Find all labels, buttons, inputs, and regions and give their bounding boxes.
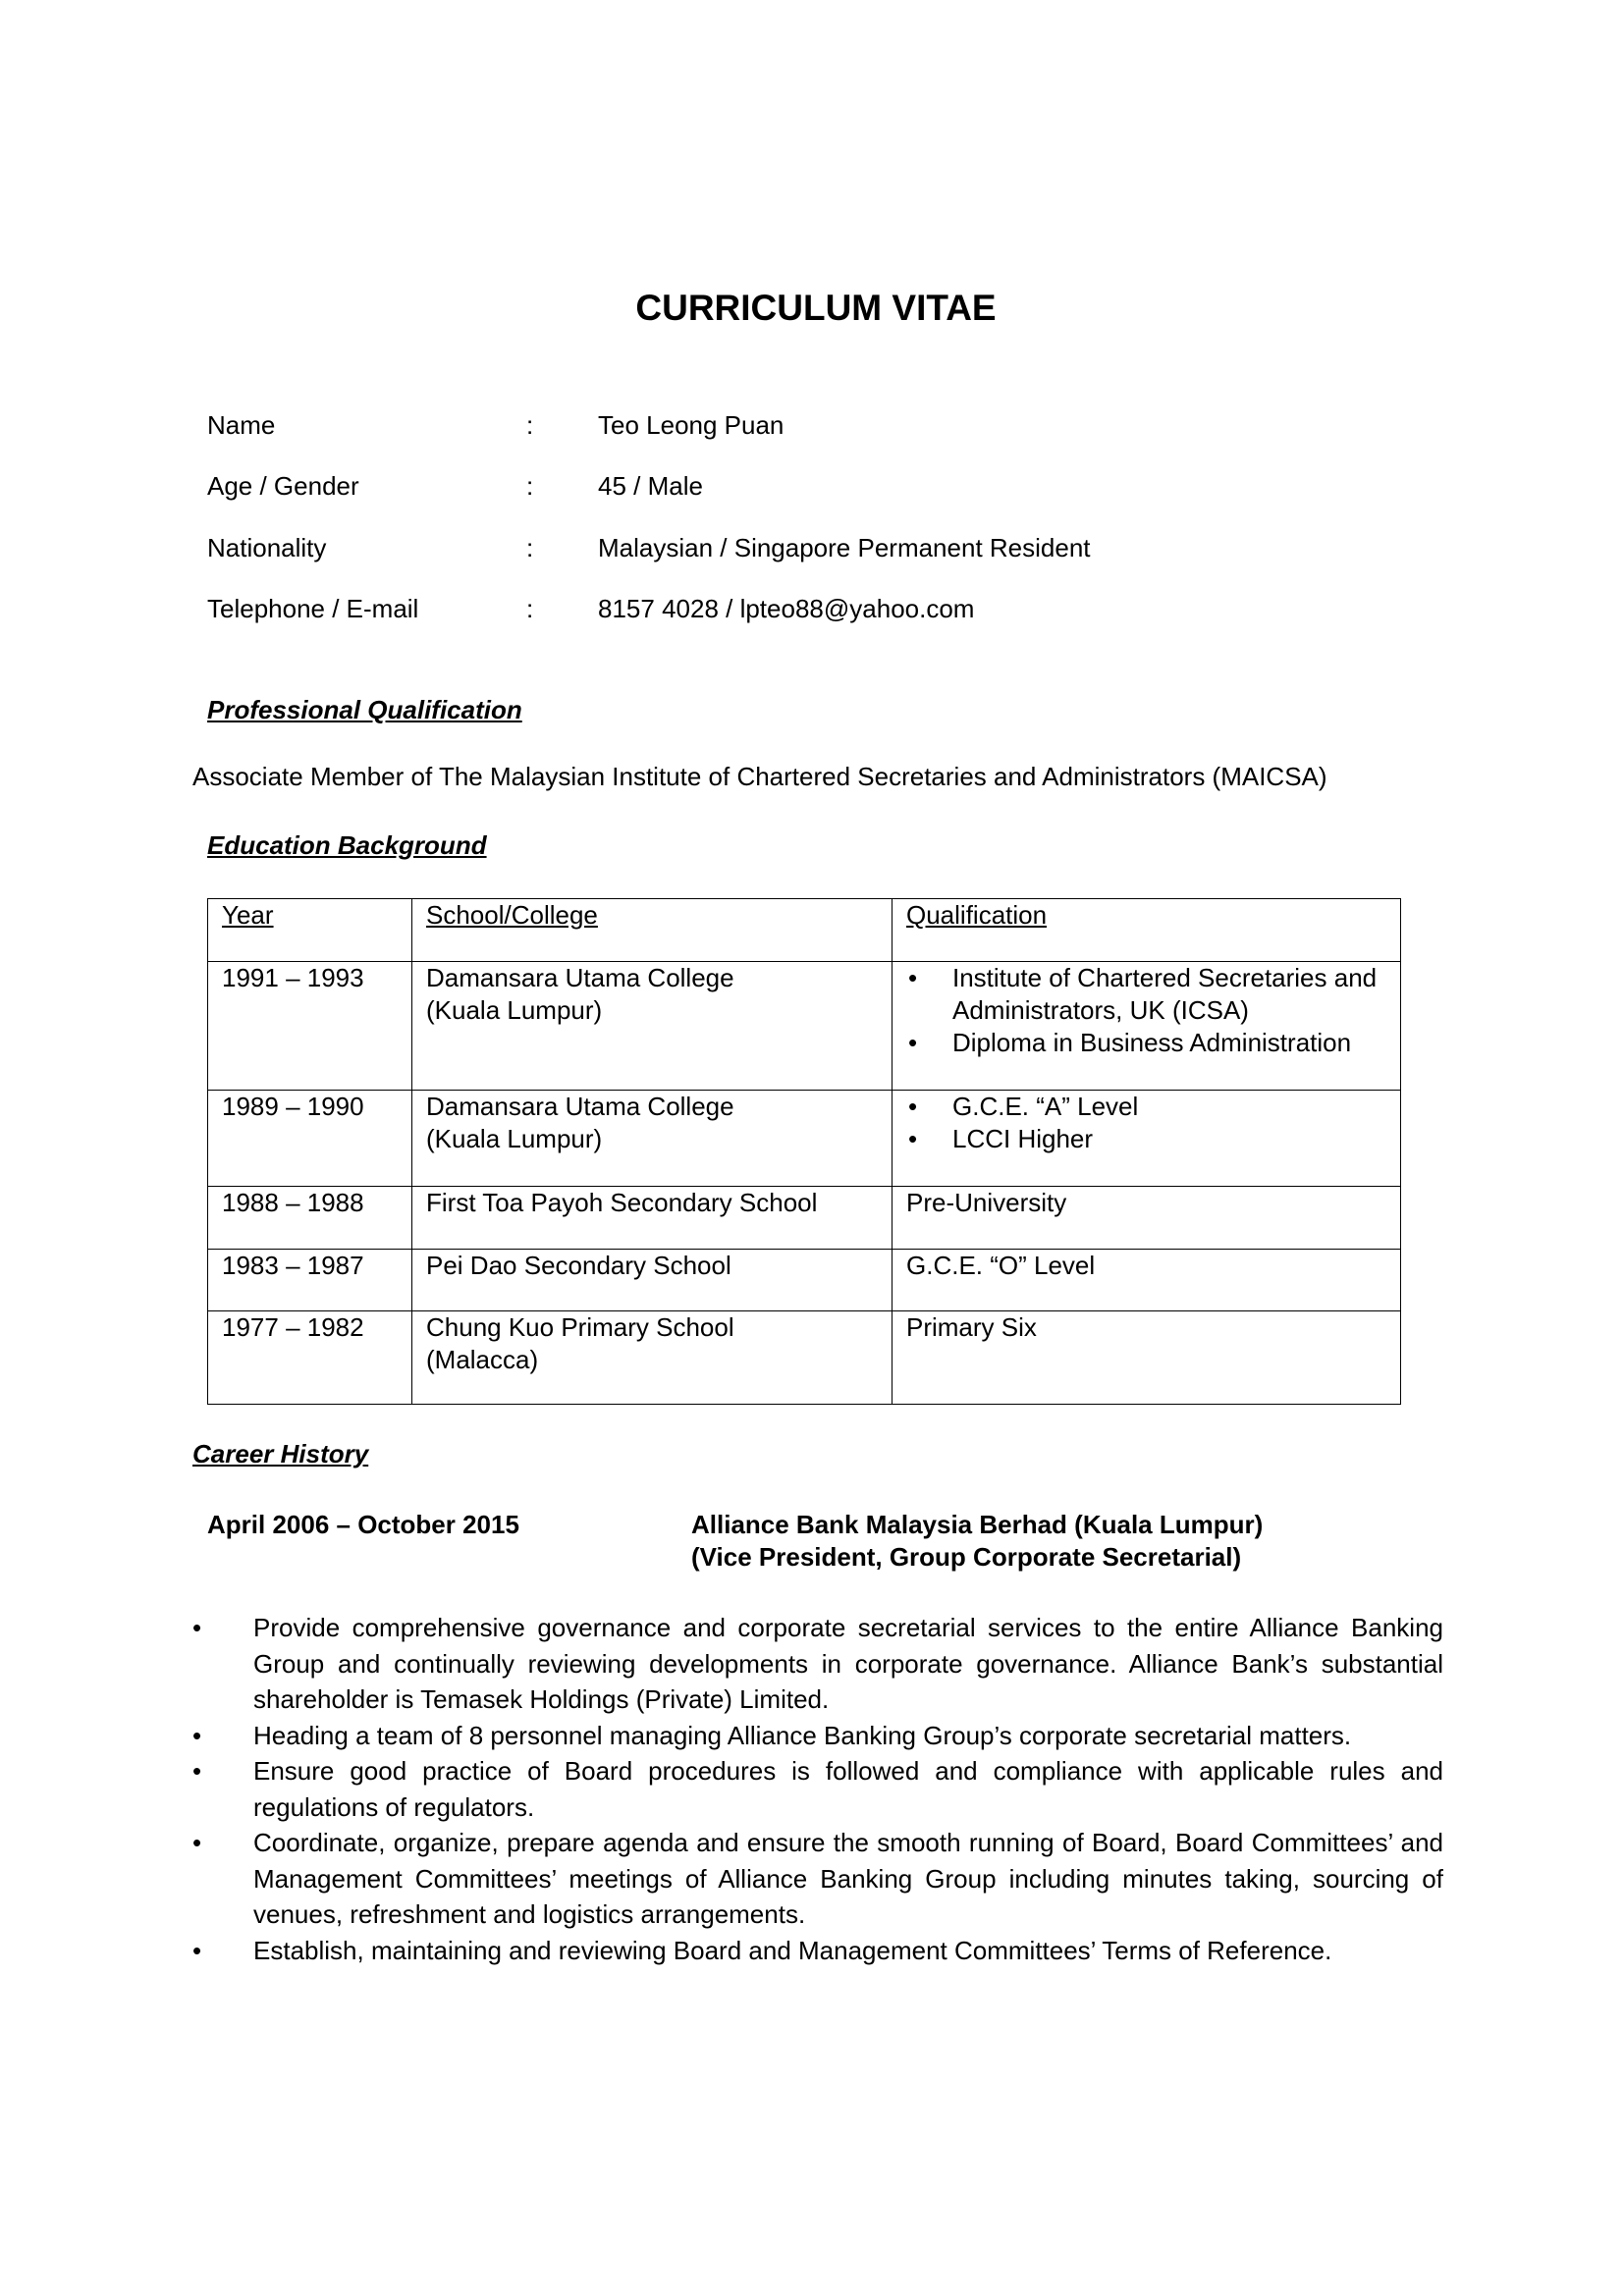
school-location: (Kuala Lumpur) xyxy=(426,995,603,1025)
info-row-nationality xyxy=(207,532,1385,564)
info-label: Age / Gender xyxy=(207,471,359,501)
professional-qualification-heading: Professional Qualification xyxy=(207,695,522,724)
info-value: Malaysian / Singapore Permanent Resident xyxy=(598,533,1091,562)
page-title: CURRICULUM VITAE xyxy=(635,288,997,328)
table-row xyxy=(208,1187,1401,1250)
school-cell xyxy=(412,1187,893,1250)
school-cell xyxy=(412,1311,893,1405)
school-name: Chung Kuo Primary School xyxy=(426,1312,734,1342)
qualification-cell xyxy=(893,962,1401,1091)
school-name: Pei Dao Secondary School xyxy=(426,1251,731,1280)
qualification-cell: Pre-University xyxy=(893,1187,1401,1250)
table-row xyxy=(208,1091,1401,1187)
list-item: • Ensure good practice of Board procedures is followed and compliance with applicable rules and regulations of regulators. xyxy=(192,1753,1443,1825)
table-row xyxy=(208,962,1401,1091)
qualification-list xyxy=(906,962,1386,1059)
education-table xyxy=(207,898,1401,1405)
career-period: April 2006 – October 2015 xyxy=(207,1510,519,1539)
duties-list xyxy=(192,1610,1443,1968)
school-name: Damansara Utama College xyxy=(426,963,734,992)
professional-qualification-text: Associate Member of The Malaysian Institute of Chartered Secretaries and Administrators (MAICSA) xyxy=(192,762,1327,791)
info-row-name xyxy=(207,409,1385,442)
qualification-item: • Diploma in Business Administration xyxy=(906,1027,1386,1059)
school-location: (Malacca) xyxy=(426,1345,539,1374)
school-cell xyxy=(412,962,893,1091)
header-qualification: Qualification xyxy=(893,899,1401,962)
info-row-contact xyxy=(207,593,1385,625)
school-cell xyxy=(412,1250,893,1311)
info-row-age-gender xyxy=(207,470,1385,503)
position-title: (Vice President, Group Corporate Secretarial) xyxy=(691,1542,1242,1572)
qualification-cell xyxy=(893,1091,1401,1187)
school-name: Damansara Utama College xyxy=(426,1092,734,1121)
list-item: • Heading a team of 8 personnel managing Alliance Banking Group’s corporate secretarial matters. xyxy=(192,1718,1443,1754)
year-cell: 1991 – 1993 xyxy=(208,962,412,1091)
header-year: Year xyxy=(208,899,412,962)
school-location: (Kuala Lumpur) xyxy=(426,1124,603,1153)
school-name: First Toa Payoh Secondary School xyxy=(426,1188,818,1217)
qualification-list xyxy=(906,1091,1386,1155)
qualification-cell: G.C.E. “O” Level xyxy=(893,1250,1401,1311)
school-cell xyxy=(412,1091,893,1187)
info-colon: : xyxy=(526,533,534,562)
header-school: School/College xyxy=(412,899,893,962)
list-item: • Provide comprehensive governance and corporate secretarial services to the entire Alliance Banking Group and continually reviewing developments in corporate governance. Alliance Bank’s substantial shareholder is Temasek Holdings (Private) Limited. xyxy=(192,1610,1443,1718)
info-value: 45 / Male xyxy=(598,471,703,501)
info-colon: : xyxy=(526,594,534,623)
company-name: Alliance Bank Malaysia Berhad (Kuala Lumpur) xyxy=(691,1510,1264,1539)
year-cell: 1977 – 1982 xyxy=(208,1311,412,1405)
info-colon: : xyxy=(526,471,534,501)
qualification-cell: Primary Six xyxy=(893,1311,1401,1405)
education-background-heading: Education Background xyxy=(207,830,487,860)
info-label: Telephone / E-mail xyxy=(207,594,419,623)
career-employer xyxy=(691,1509,1263,1574)
info-value: Teo Leong Puan xyxy=(598,410,784,440)
info-value: 8157 4028 / lpteo88@yahoo.com xyxy=(598,594,975,623)
qualification-item: • LCCI Higher xyxy=(906,1123,1386,1155)
list-item: • Coordinate, organize, prepare agenda and ensure the smooth running of Board, Board Committees’ and Management Committees’ meetings of Alliance Banking Group including minutes taking, sourcing of venues, refreshment and logistics arrangements. xyxy=(192,1825,1443,1933)
list-item: • Establish, maintaining and reviewing Board and Management Committees’ Terms of Reference. xyxy=(192,1933,1443,1969)
info-label: Nationality xyxy=(207,533,327,562)
info-label: Name xyxy=(207,410,276,440)
info-colon: : xyxy=(526,410,534,440)
qualification-item: • Institute of Chartered Secretaries and Administrators, UK (ICSA) xyxy=(906,962,1386,1027)
table-row xyxy=(208,1311,1401,1405)
year-cell: 1989 – 1990 xyxy=(208,1091,412,1187)
table-header-row xyxy=(208,899,1401,962)
table-row xyxy=(208,1250,1401,1311)
qualification-item: • G.C.E. “A” Level xyxy=(906,1091,1386,1123)
year-cell: 1988 – 1988 xyxy=(208,1187,412,1250)
career-history-heading: Career History xyxy=(192,1439,369,1468)
year-cell: 1983 – 1987 xyxy=(208,1250,412,1311)
